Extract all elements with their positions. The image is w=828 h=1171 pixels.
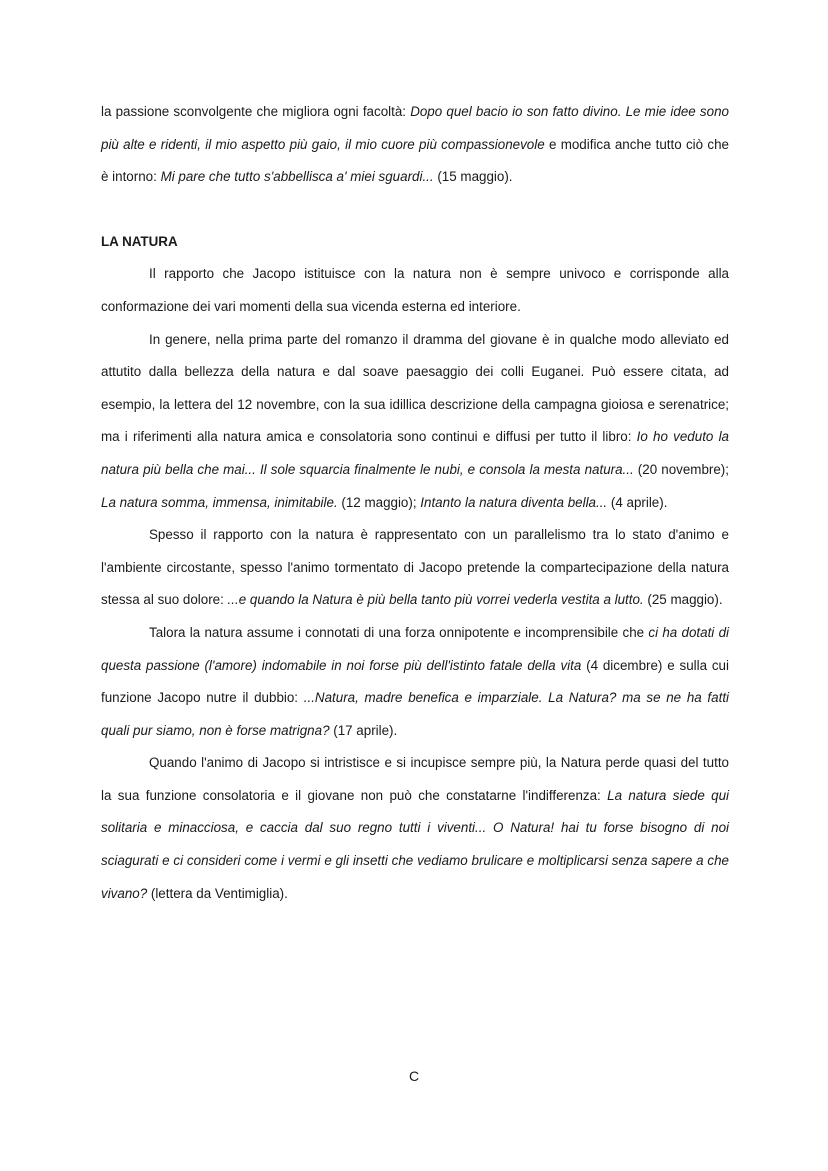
quotation: ...Natura, madre benefica e imparziale. La Natura? ma se ne ha fatti quali pur siamo, non è forse matrigna? bbox=[101, 690, 730, 738]
text-run: (4 aprile). bbox=[607, 494, 668, 510]
page-number: C bbox=[408, 1068, 420, 1084]
quotation: La natura somma, immensa, inimitabile. bbox=[101, 494, 338, 510]
quotation: Intanto la natura diventa bella... bbox=[420, 494, 608, 510]
text-run: (17 aprile). bbox=[329, 722, 398, 738]
text-run: (12 maggio); bbox=[337, 494, 421, 510]
paragraph bbox=[101, 747, 729, 910]
quotation: Mi pare che tutto s'abbellisca a' miei sguardi... bbox=[160, 169, 434, 185]
quotation: Io ho veduto la natura più bella che mai... Il sole squarcia finalmente le nubi, e consola la mesta natura... bbox=[101, 429, 729, 477]
quotation: ci ha dotati di questa passione (l'amore) indomabile in noi forse più dell'istinto fatale della vita bbox=[101, 624, 729, 673]
body-text bbox=[101, 96, 729, 910]
text-run: Spesso il rapporto con la natura è rappresentato con un parallelismo tra lo stato d'animo e l'ambiente circostante, spesso l'animo tormentato di Jacopo pretende la compartecipazione della natura stessa al suo dolore: bbox=[101, 527, 729, 608]
text-run: (25 maggio). bbox=[643, 592, 723, 608]
text-run: In genere, nella prima parte del romanzo il dramma del giovane è in qualche modo alleviato ed attutito dalla bellezza della natura e dal soave paesaggio dei colli Euganei. Può essere citata, ad esempio, la lettera del 12 novembre, con la sua idillica descrizione della campagna gioiosa e serenatrice; ma i riferimenti alla natura amica e consolatoria sono continui e diffusi per tutto il libro: bbox=[101, 331, 729, 445]
spacer bbox=[101, 194, 729, 226]
quotation: Dopo quel bacio io son fatto divino. Le mie idee sono più alte e ridenti, il mio aspetto più gaio, il mio cuore più compassionevole bbox=[101, 104, 729, 152]
paragraph bbox=[101, 519, 729, 617]
section-heading: LA NATURA bbox=[101, 233, 178, 249]
text-run: e modifica anche tutto ciò che è intorno: bbox=[101, 136, 729, 185]
text-run: (4 dicembre) e sulla cui funzione Jacopo nutre il dubbio: bbox=[101, 657, 729, 706]
text-run: (15 maggio). bbox=[433, 169, 513, 185]
text-run: (lettera da Ventimiglia). bbox=[147, 885, 288, 901]
intro-paragraph bbox=[101, 96, 729, 194]
text-run: Quando l'animo di Jacopo si intristisce e si incupisce sempre più, la Natura perde quasi del tutto la sua funzione consolatoria e il giovane non può che constatarne l'indifferenza: bbox=[101, 755, 729, 803]
text-run: la passione sconvolgente che migliora ogni facoltà: bbox=[101, 104, 411, 119]
quotation: La natura siede qui solitaria e minacciosa, e caccia dal suo regno tutti i viventi... O Natura! hai tu forse bisogno di noi sciagurati e ci consideri come i vermi e gli insetti che vediamo brulicare e moltiplicarsi senza sapere a che vivano? bbox=[101, 787, 730, 901]
paragraph bbox=[101, 617, 729, 747]
quotation: ...e quando la Natura è più bella tanto più vorrei vederla vestita a lutto. bbox=[227, 592, 644, 608]
text-run: (20 novembre); bbox=[633, 461, 729, 477]
paragraph bbox=[101, 324, 729, 520]
paragraph: Il rapporto che Jacopo istituisce con la natura non è sempre univoco e corrisponde alla conformazione dei vari momenti della sua vicenda esterna ed interiore. bbox=[101, 266, 729, 314]
text-run: Talora la natura assume i connotati di una forza onnipotente e incomprensibile che bbox=[149, 624, 649, 640]
